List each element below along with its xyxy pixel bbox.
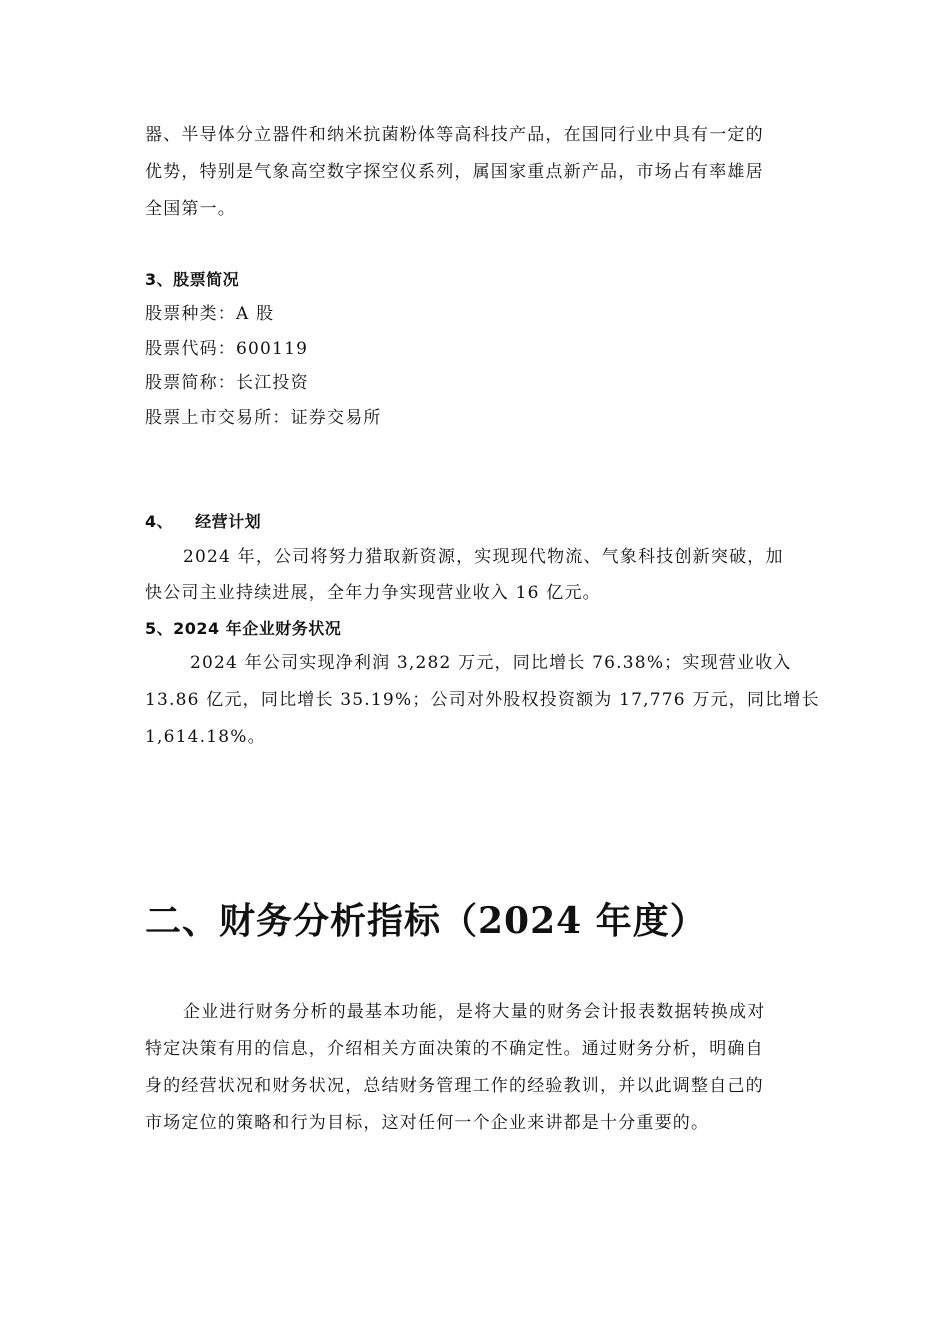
intro-line-3: 全国第一。	[145, 199, 236, 219]
intro-line-2: 优势，特别是气象高空数字探空仪系列，属国家重点新产品，市场占有率雄居	[145, 162, 764, 182]
section3-heading: 3、股票简况	[145, 270, 240, 289]
chapter2-line-4: 市场定位的策略和行为目标，这对任何一个企业来讲都是十分重要的。	[145, 1113, 710, 1133]
section4-heading	[145, 510, 261, 534]
section5-heading: 5、2024 年企业财务状况	[145, 619, 342, 638]
stock-exchange: 股票上市交易所：证券交易所	[145, 408, 382, 428]
section4-line-2: 快公司主业持续进展，全年力争实现营业收入 16 亿元。	[145, 583, 601, 603]
stock-code: 股票代码：600119	[145, 339, 309, 359]
section4-title: 经营计划	[195, 512, 262, 531]
section5-line-2: 13.86 亿元，同比增长 35.19%；公司对外股权投资额为 17,776 万元，同比增长	[145, 690, 820, 710]
stock-type: 股票种类：A 股	[145, 304, 275, 324]
section5-line-1: 2024 年公司实现净利润 3,282 万元，同比增长 76.38%；实现营业收入	[190, 653, 792, 673]
intro-line-1: 器、半导体分立器件和纳米抗菌粉体等高科技产品，在国同行业中具有一定的	[145, 125, 764, 145]
section5-line-3: 1,614.18%。	[145, 727, 266, 747]
section4-line-1: 2024 年，公司将努力猎取新资源，实现现代物流、气象科技创新突破，加	[183, 547, 784, 567]
chapter2-line-1: 企业进行财务分析的最基本功能，是将大量的财务会计报表数据转换成对	[183, 1002, 766, 1022]
chapter2-title: 二、财务分析指标（2024 年度）	[145, 900, 707, 942]
chapter2-line-3: 身的经营状况和财务状况，总结财务管理工作的经验教训，并以此调整自己的	[145, 1076, 764, 1096]
chapter2-line-2: 特定决策有用的信息，介绍相关方面决策的不确定性。通过财务分析，明确自	[145, 1039, 764, 1059]
section4-number: 4、	[145, 512, 174, 531]
stock-short-name: 股票简称：长江投资	[145, 373, 309, 393]
